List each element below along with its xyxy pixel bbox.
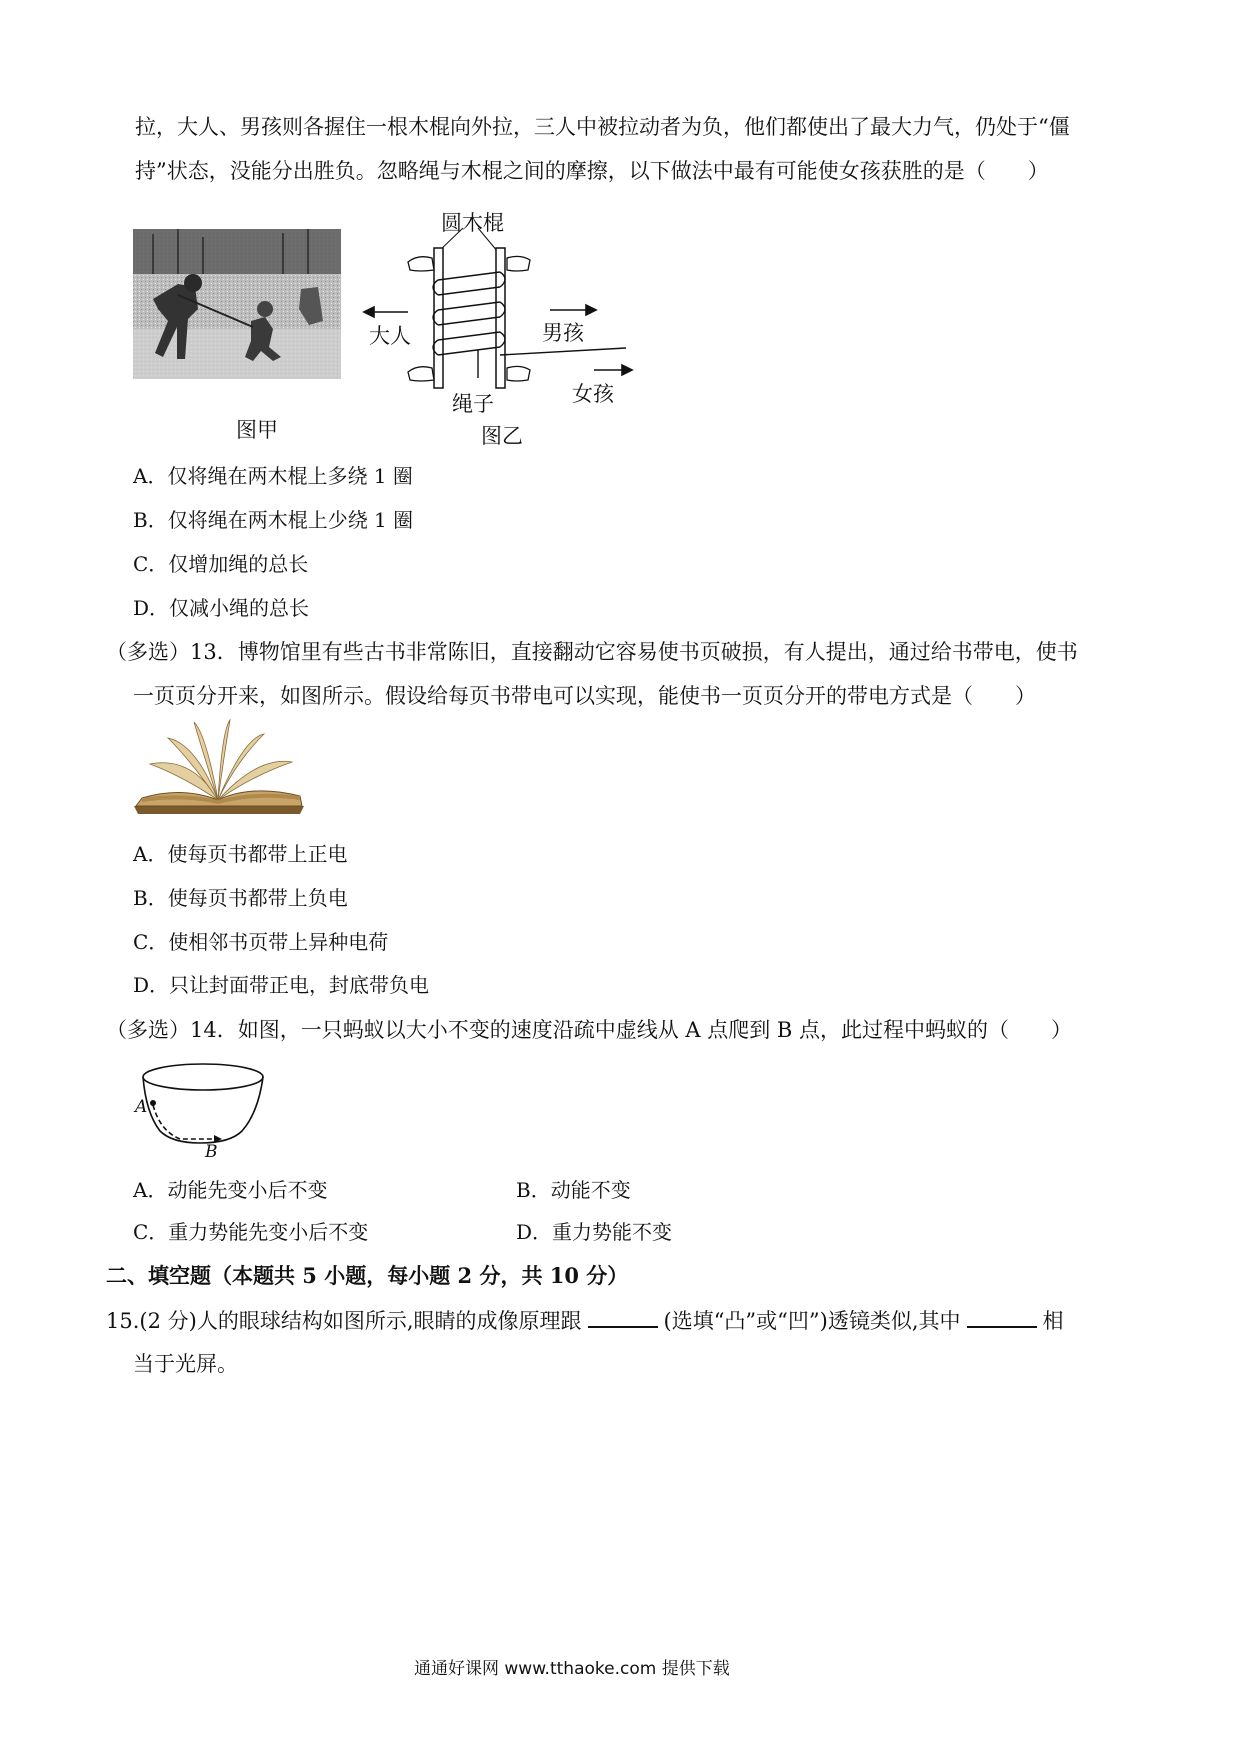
q14-option-a: A．动能先变小后不变 [133, 1178, 328, 1202]
q12-option-c: C．仅增加绳的总长 [133, 552, 309, 576]
q13-text-line2: 一页页分开来，如图所示。假设给每页书带电可以实现，能使书一页页分开的带电方式是（ ） [133, 684, 1036, 708]
q12-option-a: A．仅将绳在两木棍上多绕 1 圈 [133, 464, 413, 488]
q13-option-a: A．使每页书都带上正电 [133, 842, 348, 866]
q15-blank-1[interactable] [588, 1306, 658, 1328]
book-illustration [132, 716, 308, 816]
q15-text-line2: 当于光屏。 [133, 1352, 238, 1376]
point-a-label: A [135, 1097, 148, 1117]
q15-blank-2[interactable] [967, 1306, 1037, 1328]
q15-text-line1 [106, 1306, 1064, 1335]
label-rope: 绳子 [452, 392, 494, 416]
figure-b-caption: 图乙 [481, 424, 523, 448]
q13-text-line1: （多选）13．博物馆里有些古书非常陈旧，直接翻动它容易使书页破损，有人提出，通过给书带电，使书 [106, 640, 1078, 664]
bowl-figure [130, 1055, 270, 1165]
q15-part2: (选填“凸”或“凹”)透镜类似,其中 [663, 1309, 961, 1333]
left-stick [434, 248, 443, 388]
q12-option-d: D．仅减小绳的总长 [133, 596, 310, 620]
figure-a-photo [133, 229, 341, 379]
q14-option-b: B．动能不变 [516, 1178, 631, 1202]
figure-a-caption: 图甲 [236, 418, 278, 442]
q15-part1: 15.(2 分)人的眼球结构如图所示,眼睛的成像原理跟 [106, 1309, 582, 1333]
q14-text-line1: （多选）14．如图，一只蚂蚁以大小不变的速度沿疏中虚线从 A 点爬到 B 点，此过程中蚂蚁的（ ） [106, 1018, 1073, 1042]
q12-option-b: B．仅将绳在两木棍上少绕 1 圈 [133, 508, 414, 532]
page-footer: 通通好课网 www.tthaoke.com 提供下载 [414, 1659, 730, 1679]
q12-text-line2: 持”状态，没能分出胜负。忽略绳与木棍之间的摩擦，以下做法中最有可能使女孩获胜的是（ ） [135, 159, 1049, 183]
q14-option-c: C．重力势能先变小后不变 [133, 1220, 369, 1244]
point-b-label: B [205, 1142, 218, 1162]
label-sticks: 圆木棍 [441, 211, 504, 235]
q12-text-line1: 拉，大人、男孩则各握住一根木棍向外拉，三人中被拉动者为负，他们都使出了最大力气，仍处于“僵 [135, 115, 1070, 139]
q13-option-d: D．只让封面带正电，封底带负电 [133, 973, 430, 997]
label-boy: 男孩 [542, 321, 584, 345]
section-2-title: 二、填空题（本题共 5 小题，每小题 2 分，共 10 分） [106, 1263, 629, 1288]
q15-part3: 相 [1042, 1309, 1064, 1333]
q14-option-d: D．重力势能不变 [516, 1220, 673, 1244]
label-girl: 女孩 [572, 382, 614, 406]
q13-option-c: C．使相邻书页带上异种电荷 [133, 930, 389, 954]
q13-option-b: B．使每页书都带上负电 [133, 886, 348, 910]
label-adult: 大人 [369, 324, 411, 348]
